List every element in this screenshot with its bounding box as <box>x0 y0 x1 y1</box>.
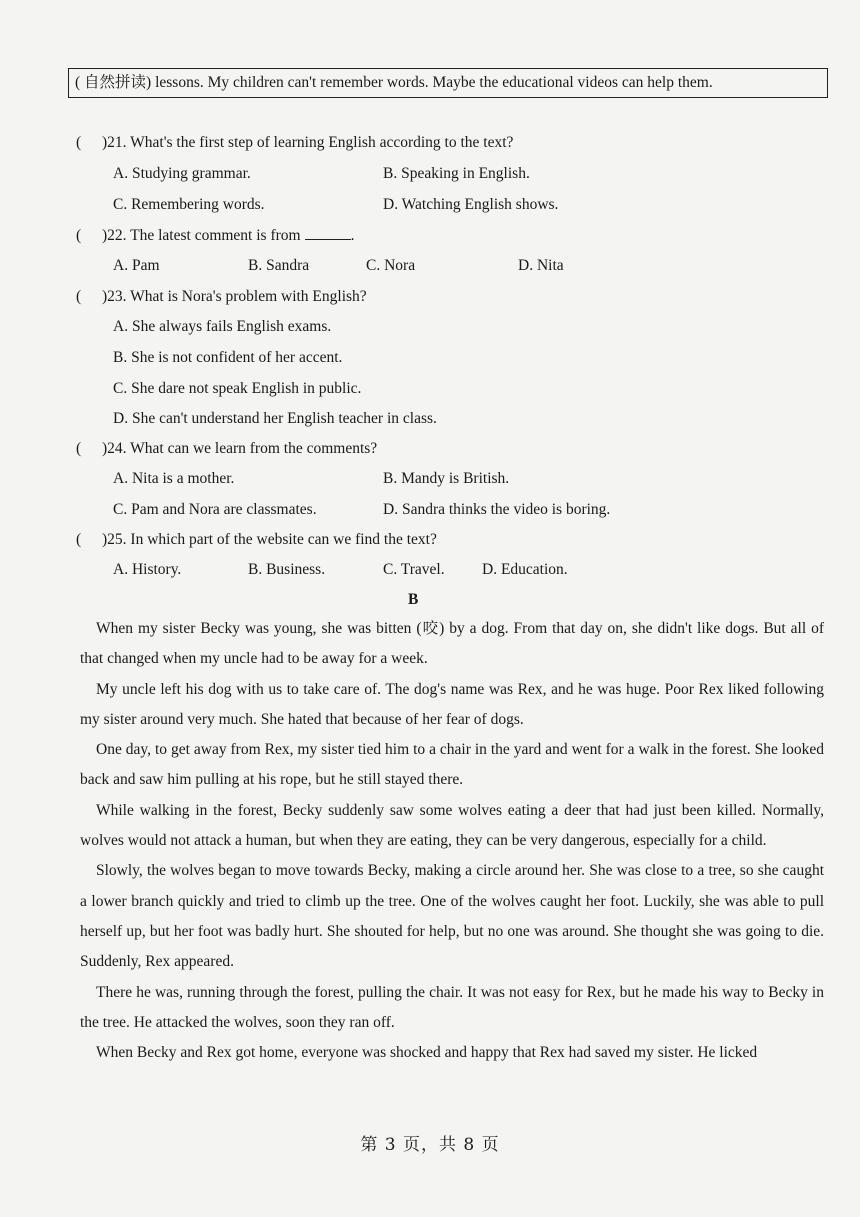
option-c: C. Travel. <box>383 561 445 578</box>
section-heading: B <box>408 591 419 608</box>
passage-paragraph: While walking in the forest, Becky suddenly saw some wolves eating a deer that had just been killed. Normally, wolves would not attack a human, but when they are eating, they can be very dangerous, especially for a child. <box>80 801 824 850</box>
option-d: D. Education. <box>482 561 568 578</box>
question-stem: )21. What's the first step of learning English according to the text? <box>102 134 514 151</box>
option-b: B. She is not confident of her accent. <box>113 349 343 366</box>
answer-paren[interactable]: ( <box>76 440 82 457</box>
option-c: C. She dare not speak English in public. <box>113 380 362 397</box>
continuation-box: ( 自然拼读) lessons. My children can't remember words. Maybe the educational videos can help them. <box>68 68 828 98</box>
passage-paragraph: When Becky and Rex got home, everyone was shocked and happy that Rex had saved my sister. He licked <box>96 1044 758 1062</box>
option-a: A. Pam <box>113 257 160 274</box>
question-stem: )24. What can we learn from the comments? <box>102 440 378 457</box>
question-stem-end: . <box>350 227 355 244</box>
answer-paren[interactable]: ( <box>76 531 82 548</box>
option-b: B. Business. <box>248 561 326 578</box>
answer-paren[interactable]: ( <box>76 134 82 151</box>
option-d: D. She can't understand her English teacher in class. <box>113 410 437 427</box>
option-c: C. Nora <box>366 257 416 274</box>
option-a: A. Nita is a mother. <box>113 470 235 487</box>
option-a: A. She always fails English exams. <box>113 318 332 335</box>
reading-passage <box>80 614 824 1068</box>
question-stem: )23. What is Nora's problem with English? <box>102 288 367 305</box>
option-d: D. Sandra thinks the video is boring. <box>383 501 611 518</box>
question-21 <box>76 134 513 152</box>
page-footer: 第 3 页，共 8 页 <box>360 1135 500 1155</box>
option-a: A. Studying grammar. <box>113 165 251 182</box>
question-22 <box>76 227 354 245</box>
option-d: D. Watching English shows. <box>383 196 559 213</box>
passage-paragraph: One day, to get away from Rex, my sister tied him to a chair in the yard and went for a walk in the forest. She looked back and saw him pulling at his rope, but he still stayed there. <box>80 741 824 789</box>
option-b: B. Mandy is British. <box>383 470 510 487</box>
passage-paragraph: Slowly, the wolves began to move towards Becky, making a circle around her. She was close to a tree, so she caught a lower branch quickly and tried to climb up the tree. One of the wolves caught her foot. Luckily, she was able to pull herself up, but her foot was badly hurt. She shouted for help, but no one was around. She thought she was going to die. Suddenly, Rex appeared. <box>80 862 824 971</box>
passage-paragraph: My uncle left his dog with us to take care of. The dog's name was Rex, and he was huge. Poor Rex liked following my sister around very much. She hated that because of her fear of dogs. <box>80 680 824 728</box>
passage-paragraph: When my sister Becky was young, she was bitten (咬) by a dog. From that day on, she didn't like dogs. But all of that changed when my uncle had to be away for a week. <box>80 620 824 668</box>
question-stem: )25. In which part of the website can we find the text? <box>102 531 437 548</box>
option-c: C. Remembering words. <box>113 196 265 213</box>
fill-blank <box>305 227 351 240</box>
question-25 <box>76 531 437 549</box>
question-24 <box>76 440 377 458</box>
option-b: B. Speaking in English. <box>383 165 530 182</box>
option-a: A. History. <box>113 561 182 578</box>
option-d: D. Nita <box>518 257 564 274</box>
question-23 <box>76 288 367 306</box>
passage-paragraph: There he was, running through the forest, pulling the chair. It was not easy for Rex, but he made his way to Becky in the tree. He attacked the wolves, soon they ran off. <box>80 983 824 1031</box>
question-stem: )22. The latest comment is from <box>102 227 301 244</box>
option-c: C. Pam and Nora are classmates. <box>113 501 317 518</box>
answer-paren[interactable]: ( <box>76 227 82 244</box>
answer-paren[interactable]: ( <box>76 288 82 305</box>
option-b: B. Sandra <box>248 257 310 274</box>
